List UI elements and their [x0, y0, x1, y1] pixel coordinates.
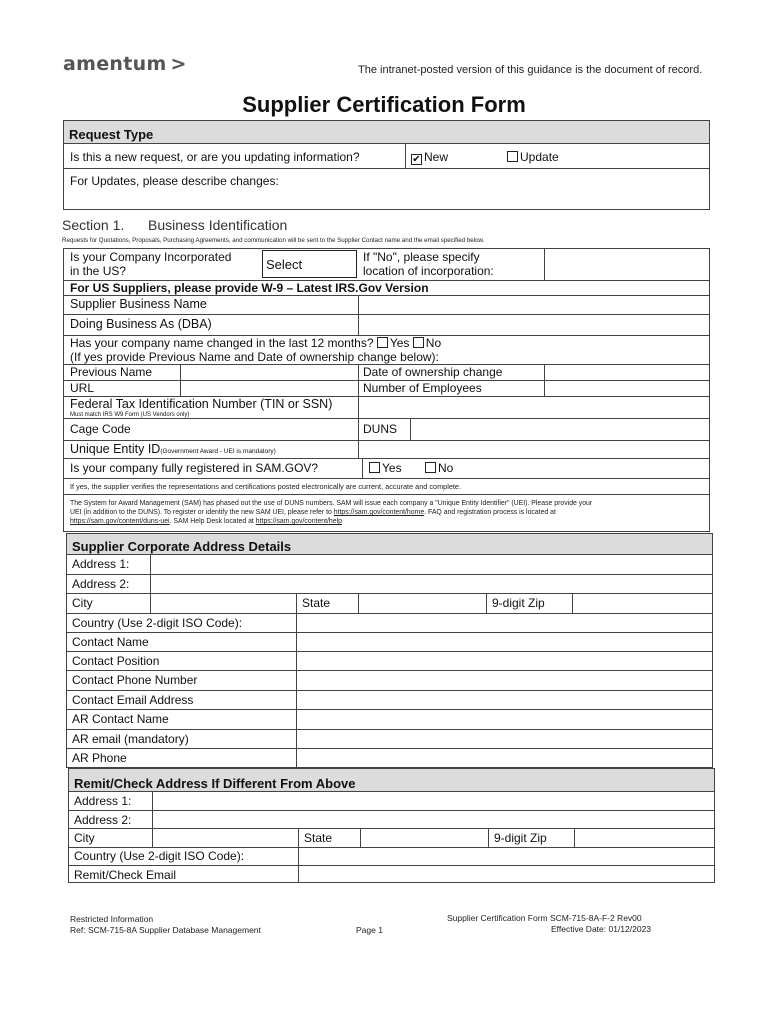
incorporated-question-2: in the US?: [70, 264, 127, 278]
tin-label: Federal Tax Identification Number (TIN or SSN): [70, 397, 333, 411]
name-changed-no-checkbox[interactable]: [413, 337, 424, 348]
corp-city-label: City: [72, 596, 93, 610]
ar-contact-label: AR Contact Name: [72, 712, 169, 726]
footer-effective-date: Effective Date: 01/12/2023: [551, 924, 652, 934]
amentum-logo: amentum >: [63, 53, 187, 75]
cage-code-label: Cage Code: [70, 422, 131, 436]
business-name-label: Supplier Business Name: [70, 297, 207, 311]
update-checkbox[interactable]: Update: [507, 150, 559, 164]
section1-title: Business Identification: [148, 217, 288, 233]
footer-page: Page 1: [356, 925, 383, 935]
remit-state-label: State: [304, 831, 333, 845]
sam-verification-note: If yes, the supplier verifies the representations and certifications posted electronically are current, accurate and complete.: [70, 482, 461, 491]
remit-address2-label: Address 2:: [74, 813, 132, 827]
new-checkbox[interactable]: ✔ New: [412, 150, 449, 165]
ar-phone-label: AR Phone: [72, 751, 127, 765]
corp-address2-label: Address 2:: [72, 577, 130, 591]
footer-form-id: Supplier Certification Form SCM-715-8A-F-2 Rev00: [447, 913, 642, 923]
sam-registered-question: Is your company fully registered in SAM.GOV?: [70, 461, 319, 475]
footer-restricted: Restricted Information: [70, 914, 154, 924]
sam-yes-checkbox[interactable]: Yes: [369, 461, 402, 475]
corp-zip-label: 9-digit Zip: [492, 596, 545, 610]
sam-info-line-3: https://sam.gov/content/duns-uei. SAM Help Desk located at https://sam.gov/content/help: [70, 518, 342, 525]
sam-no-checkbox[interactable]: No: [425, 461, 453, 475]
dba-label: Doing Business As (DBA): [70, 317, 212, 331]
section1-note: Requests for Quotations, Proposals, Purchasing Agreements, and communication will be sent to the Supplier Contact name and the email specified below.: [62, 237, 485, 244]
name-changed-question: Has your company name changed in the last 12 months? Yes No: [70, 336, 442, 350]
sam-info-line-1: The System for Award Management (SAM) has phased out the use of DUNS numbers. SAM will issue each company a "Unique Entity Identifier" (UEI). Please provide your: [70, 500, 593, 507]
remit-city-label: City: [74, 831, 95, 845]
page-title: Supplier Certification Form: [242, 92, 526, 117]
remit-address-heading: Remit/Check Address If Different From Above: [74, 776, 356, 791]
contact-email-label: Contact Email Address: [72, 693, 194, 707]
if-no-label-1: If "No", please specify: [363, 250, 480, 264]
url-label: URL: [70, 381, 95, 395]
previous-name-label: Previous Name: [70, 365, 153, 379]
sam-help-link[interactable]: https://sam.gov/content/help: [255, 518, 342, 525]
corp-address1-label: Address 1:: [72, 557, 130, 571]
date-ownership-change-label: Date of ownership change: [363, 365, 503, 379]
checkmark-icon: ✔: [412, 154, 421, 165]
tin-note: Must match IRS W9 Form (US Vendors only): [70, 412, 190, 418]
if-no-label-2: location of incorporation:: [363, 264, 494, 278]
request-question: Is this a new request, or are you updating information?: [70, 150, 360, 164]
incorporated-question-1: Is your Company Incorporated: [70, 250, 232, 264]
record-note: The intranet-posted version of this guidance is the document of record.: [358, 64, 703, 76]
us-suppliers-heading: For US Suppliers, please provide W-9 – Latest IRS.Gov Version: [70, 281, 429, 295]
employees-label: Number of Employees: [363, 381, 482, 395]
sam-duns-uei-link[interactable]: https://sam.gov/content/duns-uei: [70, 518, 170, 525]
corp-state-label: State: [302, 596, 331, 610]
duns-label: DUNS: [363, 422, 398, 436]
section1-number: Section 1.: [62, 217, 125, 233]
remit-address1-label: Address 1:: [74, 794, 132, 808]
contact-phone-label: Contact Phone Number: [72, 673, 198, 687]
sam-info-line-2: UEI (in addition to the DUNS). To register or identify the new SAM UEI, please refer to https://sam.gov/content/home. FAQ and registration process is located at: [70, 509, 556, 516]
remit-zip-label: 9-digit Zip: [494, 831, 547, 845]
remit-country-label: Country (Use 2-digit ISO Code):: [74, 849, 245, 863]
if-yes-note: (If yes provide Previous Name and Date of ownership change below):: [70, 350, 439, 364]
footer-ref: Ref: SCM-715-8A Supplier Database Management: [70, 925, 261, 935]
request-type-heading: Request Type: [69, 127, 154, 142]
uei-label: Unique Entity ID(Government Award - UEI is mandatory): [70, 442, 276, 456]
ar-email-label: AR email (mandatory): [72, 732, 189, 746]
contact-name-label: Contact Name: [72, 635, 149, 649]
updates-description-field[interactable]: For Updates, please describe changes:: [70, 174, 279, 188]
corporate-address-heading: Supplier Corporate Address Details: [72, 539, 292, 554]
sam-home-link[interactable]: https://sam.gov/content/home: [333, 509, 425, 516]
chevron-right-icon: >: [170, 53, 187, 75]
remit-email-label: Remit/Check Email: [74, 868, 177, 882]
name-changed-yes-checkbox[interactable]: [377, 337, 388, 348]
corp-country-label: Country (Use 2-digit ISO Code):: [72, 616, 243, 630]
contact-position-label: Contact Position: [72, 654, 160, 668]
